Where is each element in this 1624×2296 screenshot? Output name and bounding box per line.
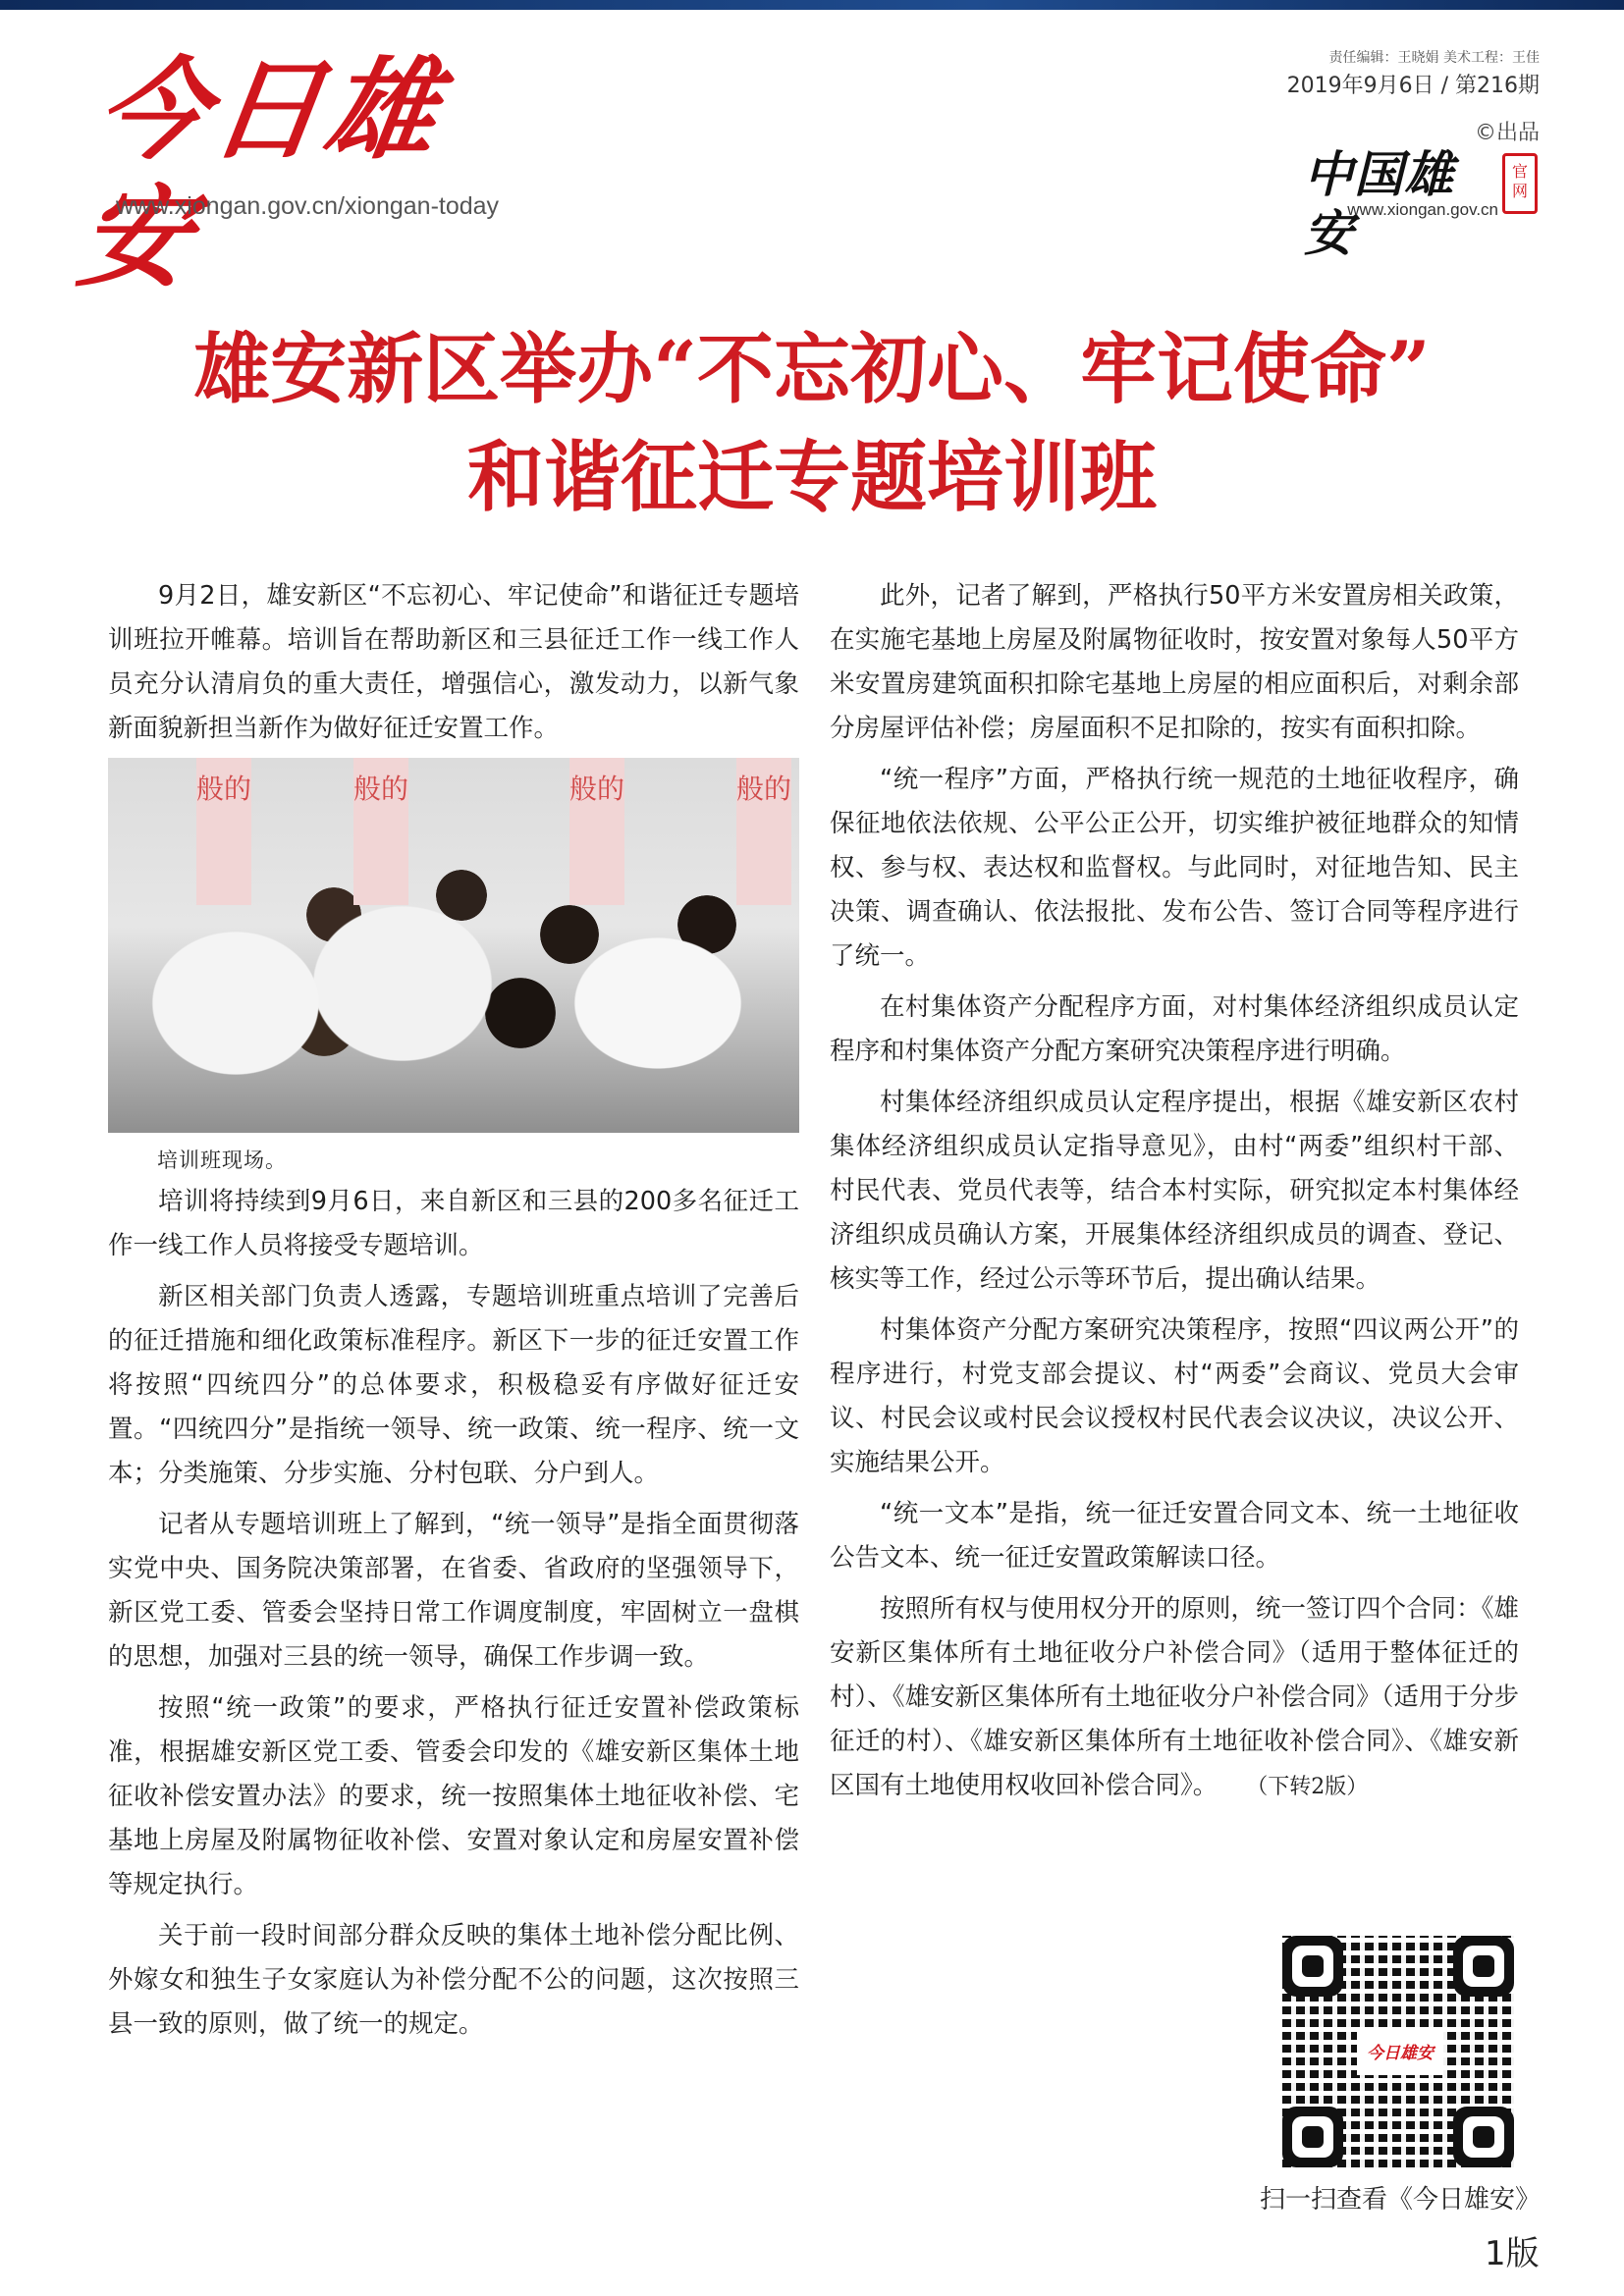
- qr-finder-icon: [1453, 2107, 1514, 2167]
- paragraph: 关于前一段时间部分群众反映的集体土地补偿分配比例、外嫁女和独生子女家庭认为补偿分配不公的问题，这次按照三县一致的原则，做了统一的规定。: [108, 1921, 799, 2039]
- paragraph: 村集体资产分配方案研究决策程序，按照“四议两公开”的程序进行，村党支部会提议、村“两委”会商议、党员大会审议、村民会议或村民会议授权村民代表会议决议，决议公开、实施结果公开。: [830, 1315, 1519, 1477]
- brand-seal-icon: 官网: [1502, 153, 1538, 214]
- brand-url[interactable]: www.xiongan.gov.cn: [1347, 200, 1498, 219]
- qr-finder-icon: [1282, 2107, 1343, 2167]
- page-number: 1版: [1485, 2234, 1540, 2273]
- photo-banner: 般的: [353, 758, 408, 905]
- photo-caption: 培训班现场。: [157, 1148, 287, 1172]
- photo-banner: 般的: [569, 758, 624, 905]
- right-column: [830, 574, 1519, 1816]
- continued-note: （下转2版）: [1257, 1775, 1369, 1799]
- paragraph: 新区相关部门负责人透露，专题培训班重点培训了完善后的征迁措施和细化政策标准程序。新区下一步的征迁安置工作将按照“四统四分”的总体要求，积极稳妥有序做好征迁安置。“四统四分”是指统一领导、统一政策、统一程序、统一文本；分类施策、分步实施、分村包联、分户到人。: [108, 1282, 799, 1488]
- masthead-logo: 今日雄安: [71, 46, 450, 302]
- last-paragraph-text: 按照所有权与使用权分开的原则，统一签订四个合同：《雄安新区集体所有土地征收分户补偿合同》（适用于整体征迁的村）、《雄安新区集体所有土地征收分户补偿合同》（适用于分步征迁的村）、《雄安新区集体所有土地征收补偿合同》、《雄安新区国有土地使用权收回补偿合同》。: [830, 1594, 1519, 1800]
- top-color-bar: [0, 0, 1624, 10]
- brand-logo: 中国雄安: [1304, 145, 1454, 262]
- issue-date: 2019年9月6日 / 第216期: [1286, 74, 1540, 98]
- article-headline: [59, 316, 1565, 532]
- paragraph-last: [830, 1587, 1519, 1809]
- editor-credits: 责任编辑：王晓娟 美术工程：王佳: [1328, 50, 1540, 66]
- training-photo: [108, 758, 799, 1133]
- producer-note: ©出品: [1474, 121, 1540, 145]
- paragraph: “统一程序”方面，严格执行统一规范的土地征收程序，确保征地依法依规、公平公正公开，切实维护被征地群众的知情权、参与权、表达权和监督权。与此同时，对征地告知、民主决策、调查确认、依法报批、发布公告、签订合同等程序进行了统一。: [830, 765, 1519, 971]
- paragraph: 记者从专题培训班上了解到，“统一领导”是指全面贯彻落实党中央、国务院决策部署，在省委、省政府的坚强领导下，新区党工委、管委会坚持日常工作调度制度，牢固树立一盘棋的思想，加强对三县的统一领导，确保工作步调一致。: [108, 1510, 799, 1672]
- paragraph: 9月2日，雄安新区“不忘初心、牢记使命”和谐征迁专题培训班拉开帷幕。培训旨在帮助新区和三县征迁工作一线工作人员充分认清肩负的重大责任，增强信心，激发动力，以新气象新面貌新担当新作为做好征迁安置工作。: [108, 581, 799, 743]
- paragraph: 在村集体资产分配程序方面，对村集体经济组织成员认定程序和村集体资产分配方案研究决策程序进行明确。: [830, 992, 1519, 1066]
- qr-code[interactable]: [1282, 1936, 1514, 2167]
- paragraph: 此外，记者了解到，严格执行50平方米安置房相关政策，在实施宅基地上房屋及附属物征收时，按安置对象每人50平方米安置房建筑面积扣除宅基地上房屋的相应面积后，对剩余部分房屋评估补偿；房屋面积不足扣除的，按实有面积扣除。: [830, 581, 1519, 743]
- headline-line-2: 和谐征迁专题培训班: [466, 433, 1157, 522]
- left-column: [108, 574, 799, 2054]
- qr-finder-icon: [1453, 1936, 1514, 1997]
- qr-center-logo: 今日雄安: [1357, 2032, 1443, 2075]
- paragraph: “统一文本”是指，统一征迁安置合同文本、统一土地征收公告文本、统一征迁安置政策解读口径。: [830, 1499, 1519, 1573]
- qr-label: 扫一扫查看《今日雄安》: [1259, 2185, 1541, 2215]
- paragraph: 培训将持续到9月6日，来自新区和三县的200多名征迁工作一线工作人员将接受专题培训。: [108, 1187, 799, 1260]
- paragraph: 按照“统一政策”的要求，严格执行征迁安置补偿政策标准，根据雄安新区党工委、管委会印发的《雄安新区集体土地征收补偿安置办法》的要求，统一按照集体土地征收补偿、宅基地上房屋及附属物征收补偿、安置对象认定和房屋安置补偿等规定执行。: [108, 1693, 799, 1899]
- headline-line-1: 雄安新区举办“不忘初心、牢记使命”: [193, 325, 1431, 414]
- photo-banner: 般的: [736, 758, 791, 905]
- photo-banner: 般的: [196, 758, 251, 905]
- qr-finder-icon: [1282, 1936, 1343, 1997]
- site-url[interactable]: www.xiongan.gov.cn/xiongan-today: [116, 192, 500, 220]
- paragraph: 村集体经济组织成员认定程序提出，根据《雄安新区农村集体经济组织成员认定指导意见》，由村“两委”组织村干部、村民代表、党员代表等，结合本村实际，研究拟定本村集体经济组织成员确认方案，开展集体经济组织成员的调查、登记、核实等工作，经过公示等环节后，提出确认结果。: [830, 1088, 1519, 1294]
